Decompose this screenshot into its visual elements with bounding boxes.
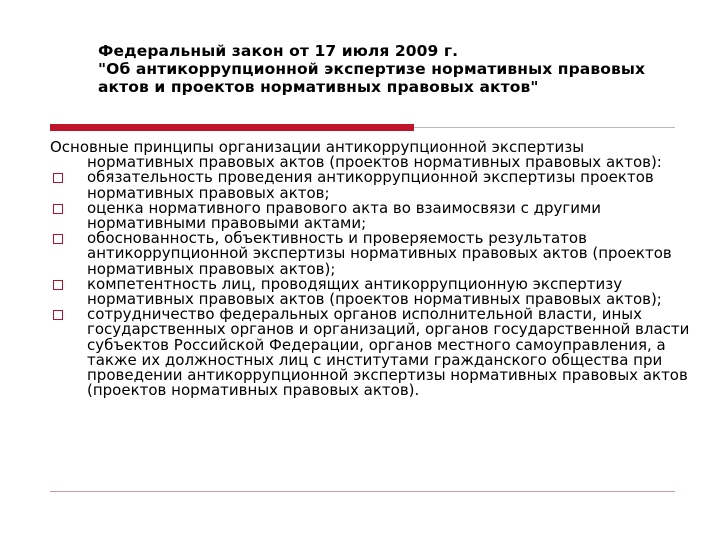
list-item <box>50 307 690 398</box>
list-item <box>50 198 690 233</box>
slide-body <box>50 140 690 398</box>
title-divider-gray <box>414 127 675 128</box>
square-bullet-icon <box>53 234 63 244</box>
list-item-text: сотрудничество федеральных органов исполнительной власти, иных государственных органов и организаций, органов государственной власти субъектов Российской Федерации, органов местного самоуправления, а также их должностных лиц с институтами гражданского общества при проведении антикоррупционной экспертизы нормативных правовых актов (проектов нормативных правовых актов). <box>87 305 690 400</box>
title-line-2: "Об антикоррупционной экспертизе нормативных правовых <box>98 60 646 78</box>
list-item-text: компетентность лиц, проводящих антикоррупционную экспертизу нормативных правовых актов (проектов нормативных правовых актов); <box>87 274 662 309</box>
square-bullet-icon <box>53 204 63 214</box>
list-item <box>50 170 690 200</box>
title-divider-red <box>50 124 414 131</box>
square-bullet-icon <box>53 280 63 290</box>
title-line-3: актов и проектов нормативных правовых актов" <box>98 78 539 96</box>
list-item-text: обязательность проведения антикоррупционной экспертизы проектов нормативных правовых актов; <box>87 168 654 202</box>
intro-paragraph: Основные принципы организации антикоррупционной экспертизы нормативных правовых актов (проектов нормативных правовых актов): <box>50 138 662 172</box>
list-item-text: оценка нормативного правового акта во взаимосвязи с другими нормативными правовыми актами; <box>87 198 602 233</box>
slide-title <box>98 42 708 96</box>
square-bullet-icon <box>53 173 63 183</box>
square-bullet-icon <box>53 310 63 320</box>
list-item-text: обоснованность, объективность и проверяемость результатов антикоррупционной экспертизы нормативных правовых актов (проектов нормативных правовых актов); <box>87 229 672 278</box>
bottom-divider <box>50 491 675 492</box>
list-item <box>50 274 690 309</box>
list-item <box>50 231 690 277</box>
title-line-1: Федеральный закон от 17 июля 2009 г. <box>98 42 459 60</box>
